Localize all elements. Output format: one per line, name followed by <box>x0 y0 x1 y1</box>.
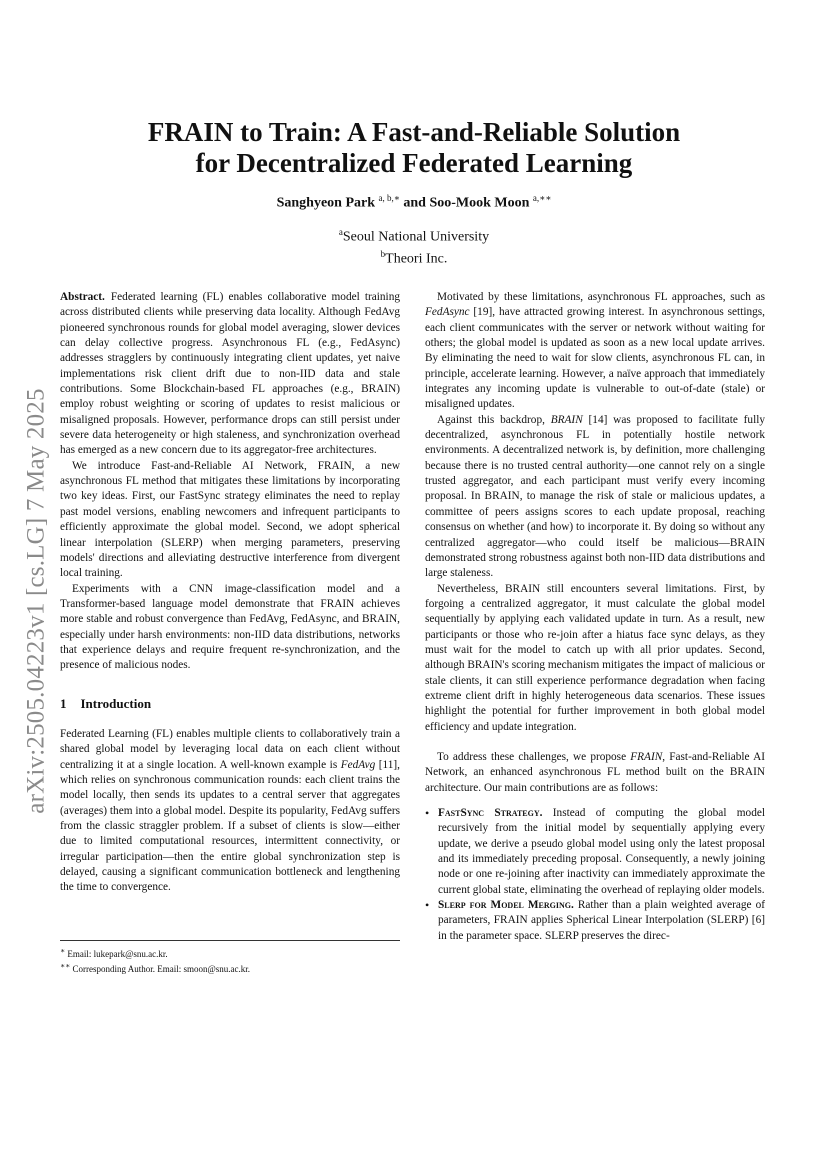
arxiv-identifier <box>20 366 54 836</box>
right-paragraph-3: Nevertheless, BRAIN still encounters several limitations. First, by forgoing a centralized aggregator, it must calculate the global model sequentially by applying each validated update in turn. As a result, new participants or those who re-join after a hiatus face sync delays, as they must wait for the model to catch up with all prior updates. Second, although BRAIN's scoring mechanism mitigates the impact of malicious or stale clients, it can still experience performance degradation when facing extreme client drift in highly heterogeneous data scenarios. These issues highlight the potential for further improvement in both global model efficiency and update integration. <box>425 582 765 733</box>
section-title: Introduction <box>80 695 152 711</box>
abstract-label: Abstract. <box>60 291 105 303</box>
right-column <box>425 290 765 944</box>
right-p1-b: [19], have attracted growing interest. In asynchronous settings, each client communicates with the server or network without waiting for others; the global model is updated as soon as a new local update arrives. By eliminating the need to wait for slow clients, asynchronous FL can, in principle, accelerate learning. However, a naïve approach that immediately integrates any incoming update is vulnerable to out-of-date (stale) or misaligned updates. <box>425 306 765 411</box>
bullet-2-text: Rather than a plain weighted average of parameters, FRAIN applies Spherical Linear Interpolation (SLERP) [6] in the parameter space. SLERP preserves the direc- <box>438 899 765 942</box>
affiliation-a <box>60 224 768 246</box>
author-2-name: Soo-Mook Moon <box>429 195 530 211</box>
abstract-paragraph-1 <box>60 290 400 459</box>
frain-term: FRAIN <box>630 750 663 763</box>
author-2-marks: a,∗∗ <box>532 193 552 203</box>
footnotes <box>60 945 400 975</box>
affiliation-b-mark: b <box>380 248 386 259</box>
right-paragraph-4 <box>425 750 765 796</box>
right-p4-a: To address these challenges, we propose <box>437 750 631 763</box>
bullet-1-text: Instead of computing the global model recursively from the initial model by sequentially applying every update, we derive a pseudo global model using only the latest proposal and its immediately preceding proposal. Consequently, a newly joining node or one re-joining after inactivity can immediately approximate the current global state, eliminating the overhead of replaying older models. <box>438 807 766 896</box>
intro-paragraph-1 <box>60 727 400 896</box>
author-1-name: Sanghyeon Park <box>276 195 376 211</box>
intro-text-b: [11], which relies on synchronous communication rounds: each client trains the model locally, then sends its updates to a central server that aggregates (averages) them into a global model. Despite its popularity, FedAvg suffers from the classic straggler problem. If a subset of clients is slow—either due to limited computational resources, intermittent connectivity, or irregular participation—then the entire global synchronization step is delayed, causing a significant communication bottleneck and lengthening the time to convergence. <box>60 758 400 894</box>
affiliations <box>60 224 768 267</box>
fedasync-term: FedAsync <box>425 306 470 319</box>
title-line-1: FRAIN to Train: A Fast-and-Reliable Solution <box>147 117 681 147</box>
paragraph-gap <box>425 735 765 750</box>
intro-text-a: Federated Learning (FL) enables multiple clients to collaboratively train a shared global model by leveraging local data on each client without centralizing it at a single location. A well-known example is <box>60 727 400 771</box>
footnote-2-mark: ∗∗ <box>60 961 71 970</box>
right-p1-a: Motivated by these limitations, asynchronous FL approaches, such as <box>437 291 765 303</box>
affiliation-a-mark: a <box>338 227 343 237</box>
footnote-1-text: Email: lukepark@snu.ac.kr. <box>67 949 168 959</box>
authors <box>60 193 768 212</box>
right-p2-b: [14] was proposed to facilitate fully decentralized, asynchronous FL in potentially hostile network environments. A decentralized network is, by definition, more challenging because there is no trusted central authority—one cannot rely on a single trusted aggregator, and each participant must verify every incoming proposal. In BRAIN, to manage the risk of stale or malicious updates, a committee of peers assigns scores to each update proposal, reaching consensus on whether (and how) to incorporate it. By doing so without any centralized aggregator—who could itself be malicious—BRAIN demonstrated strong robustness against both non-IID data distributions and large staleness. <box>425 413 765 580</box>
arxiv-id-text: arXiv:2505.04223v1 [cs.LG] 7 May 2025 <box>23 388 50 814</box>
footnote-1-mark: ∗ <box>60 946 66 955</box>
footnote-2-text: Corresponding Author. Email: smoon@snu.ac.kr. <box>72 964 250 974</box>
affiliation-a-text: Seoul National University <box>342 229 490 245</box>
section-heading-introduction <box>60 696 400 711</box>
section-number: 1 <box>60 695 67 711</box>
list-item <box>425 898 765 944</box>
left-column <box>60 290 400 896</box>
footnote-1 <box>60 945 400 960</box>
paper-title <box>60 117 768 179</box>
abstract-paragraph-2: We introduce Fast-and-Reliable AI Network, FRAIN, a new asynchronous FL method that mitigates these limitations by incorporating two key ideas. First, our FastSync strategy eliminates the need to replay past model versions, enabling newcomers and infrequent participants to efficiently approximate the global model. Second, we adopt spherical linear interpolation (SLERP) when merging parameters, preserving models' directions and alleviating destructive interference from divergent local training. <box>60 459 400 580</box>
author-1-marks: a, b,∗ <box>378 193 400 203</box>
author-and: and <box>403 195 426 211</box>
abstract-text-1: Federated learning (FL) enables collaborative model training across distributed clients while preserving data locality. Although FedAvg pioneered synchronous rounds for global model averaging, slower devices can delay collective progress. Asynchronous FL (e.g., FedAsync) addresses stragglers by continuously integrating client updates, yet naive implementations risk client drift due to non-IID data and stale contributions. Some Blockchain-based FL approaches (e.g., BRAIN) employ robust weighting or scoring of updates to resist malicious or misaligned proposals. However, performance drops can still persist under severe data heterogeneity or high staleness, and synchronization overhead has emerged as a new concern due to its aggregator-free architectures. <box>60 291 400 457</box>
title-line-2: for Decentralized Federated Learning <box>195 148 633 178</box>
brain-term: BRAIN <box>550 413 583 426</box>
footnote-2 <box>60 960 400 975</box>
contributions-list <box>425 806 765 944</box>
right-paragraph-1 <box>425 290 765 413</box>
fedavg-term: FedAvg <box>340 758 376 771</box>
right-p4-b: , Fast-and-Reliable AI Network, an enhanced asynchronous FL method built on the BRAIN architecture. Our main contributions are as follows: <box>425 750 765 794</box>
bullet-1-title: FastSync Strategy. <box>438 807 543 819</box>
bullet-2-title: Slerp for Model Merging. <box>438 899 574 912</box>
abstract-paragraph-3: Experiments with a CNN image-classification model and a Transformer-based language model demonstrate that FRAIN achieves more stable and robust convergence than FedAvg, FedAsync, and BRAIN, especially under harsh environments: non-IID data distributions, networks that experience delays and require frequent re-synchronization, and the presence of malicious nodes. <box>60 582 400 672</box>
list-gap <box>425 796 765 806</box>
right-paragraph-2 <box>425 413 765 582</box>
affiliation-b <box>60 246 768 268</box>
list-item <box>425 806 765 898</box>
footnote-divider <box>60 940 400 941</box>
right-p2-a: Against this backdrop, <box>437 413 551 426</box>
affiliation-b-text: Theori Inc. <box>385 251 448 267</box>
